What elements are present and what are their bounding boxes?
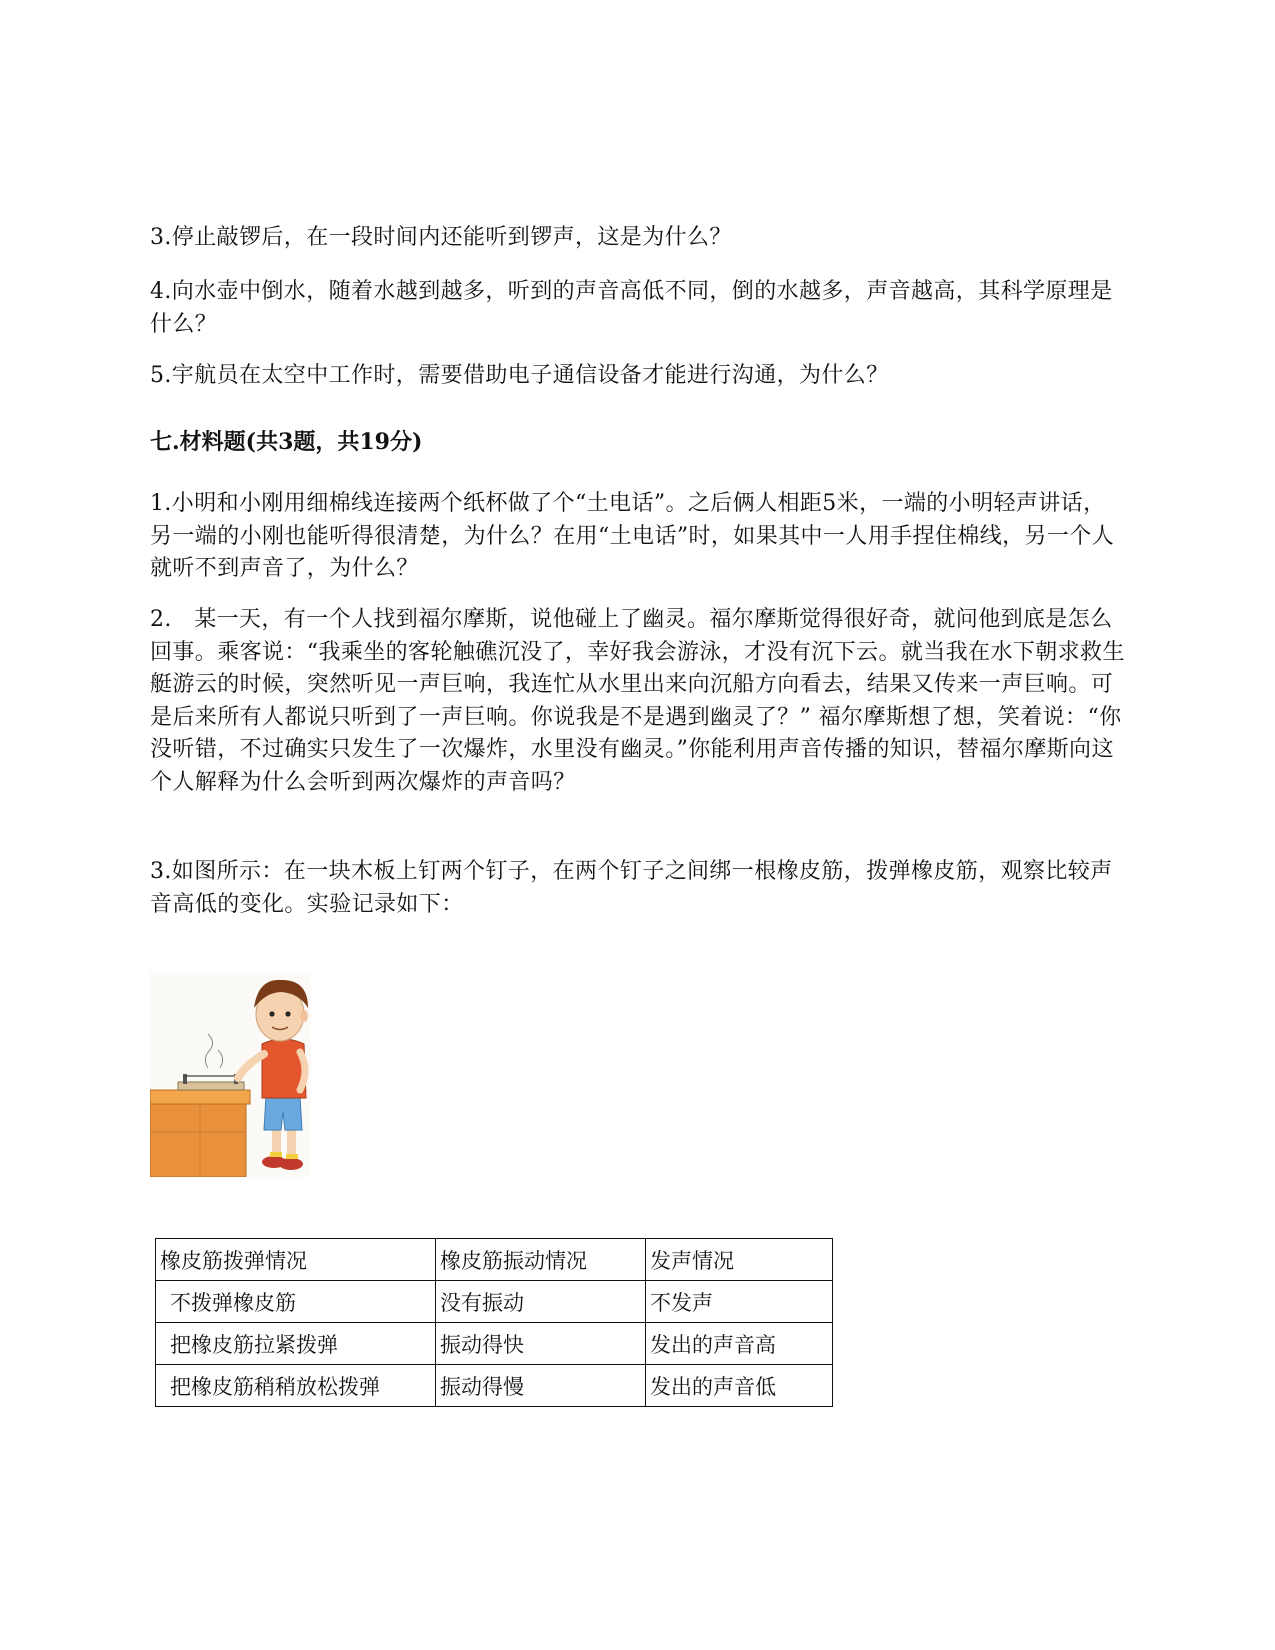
question-6-5: 5.宇航员在太空中工作时，需要借助电子通信设备才能进行沟通，为什么？ <box>150 363 889 388</box>
experiment-record-table <box>155 1238 833 1407</box>
table-header-cell: 发声情况 <box>646 1239 833 1281</box>
table-cell: 发出的声音高 <box>646 1323 833 1365</box>
question-6-4: 4.向水壶中倒水，随着水越到越多，听到的声音高低不同，倒的水越多，声音越高，其科学原理是什么？ <box>150 279 1113 337</box>
material-question-1: 1.小明和小刚用细棉线连接两个纸杯做了个“土电话”。之后俩人相距5米，一端的小明轻声讲话，另一端的小刚也能听得很清楚，为什么？在用“土电话”时，如果其中一人用手捏住棉线，另一个人就听不到声音了，为什么？ <box>150 491 1115 581</box>
table-cell: 不发声 <box>646 1281 833 1323</box>
material-question-3: 3.如图所示：在一块木板上钉两个钉子，在两个钉子之间绑一根橡皮筋，拨弹橡皮筋，观察比较声音高低的变化。实验记录如下： <box>150 859 1113 917</box>
table-row <box>156 1281 833 1323</box>
table-row <box>156 1323 833 1365</box>
question-6-3: 3.停止敲锣后，在一段时间内还能听到锣声，这是为什么？ <box>150 225 732 250</box>
table-cell: 发出的声音低 <box>646 1365 833 1407</box>
boy-plucking-rubber-band-image <box>150 972 311 1177</box>
table-row <box>156 1365 833 1407</box>
table-cell: 没有振动 <box>436 1281 646 1323</box>
table-cell: 不拨弹橡皮筋 <box>156 1281 436 1323</box>
table-header-cell: 橡皮筋振动情况 <box>436 1239 646 1281</box>
table-cell: 把橡皮筋稍稍放松拨弹 <box>156 1365 436 1407</box>
table-cell: 振动得快 <box>436 1323 646 1365</box>
table-cell: 振动得慢 <box>436 1365 646 1407</box>
material-question-2: 2. 某一天，有一个人找到福尔摩斯，说他碰上了幽灵。福尔摩斯觉得很好奇，就问他到底是怎么回事。乘客说：“我乘坐的客轮触礁沉没了，幸好我会游泳，才没有沉下云。就当我在水下朝求救生艇游云的时候，突然听见一声巨响，我连忙从水里出来向沉船方向看去，结果又传来一声巨响。可是后来所有人都说只听到了一声巨响。你说我是不是遇到幽灵了？” 福尔摩斯想了想，笑着说：“你没听错，不过确实只发生了一次爆炸，水里没有幽灵。”你能利用声音传播的知识，替福尔摩斯向这个人解释为什么会听到两次爆炸的声音吗？ <box>150 607 1125 795</box>
table-cell: 把橡皮筋拉紧拨弹 <box>156 1323 436 1365</box>
rubber-band-experiment-illustration <box>150 972 311 1177</box>
table-header-row <box>156 1239 833 1281</box>
table-header-cell: 橡皮筋拨弹情况 <box>156 1239 436 1281</box>
section-title-7: 七.材料题(共3题，共19分) <box>150 429 423 455</box>
